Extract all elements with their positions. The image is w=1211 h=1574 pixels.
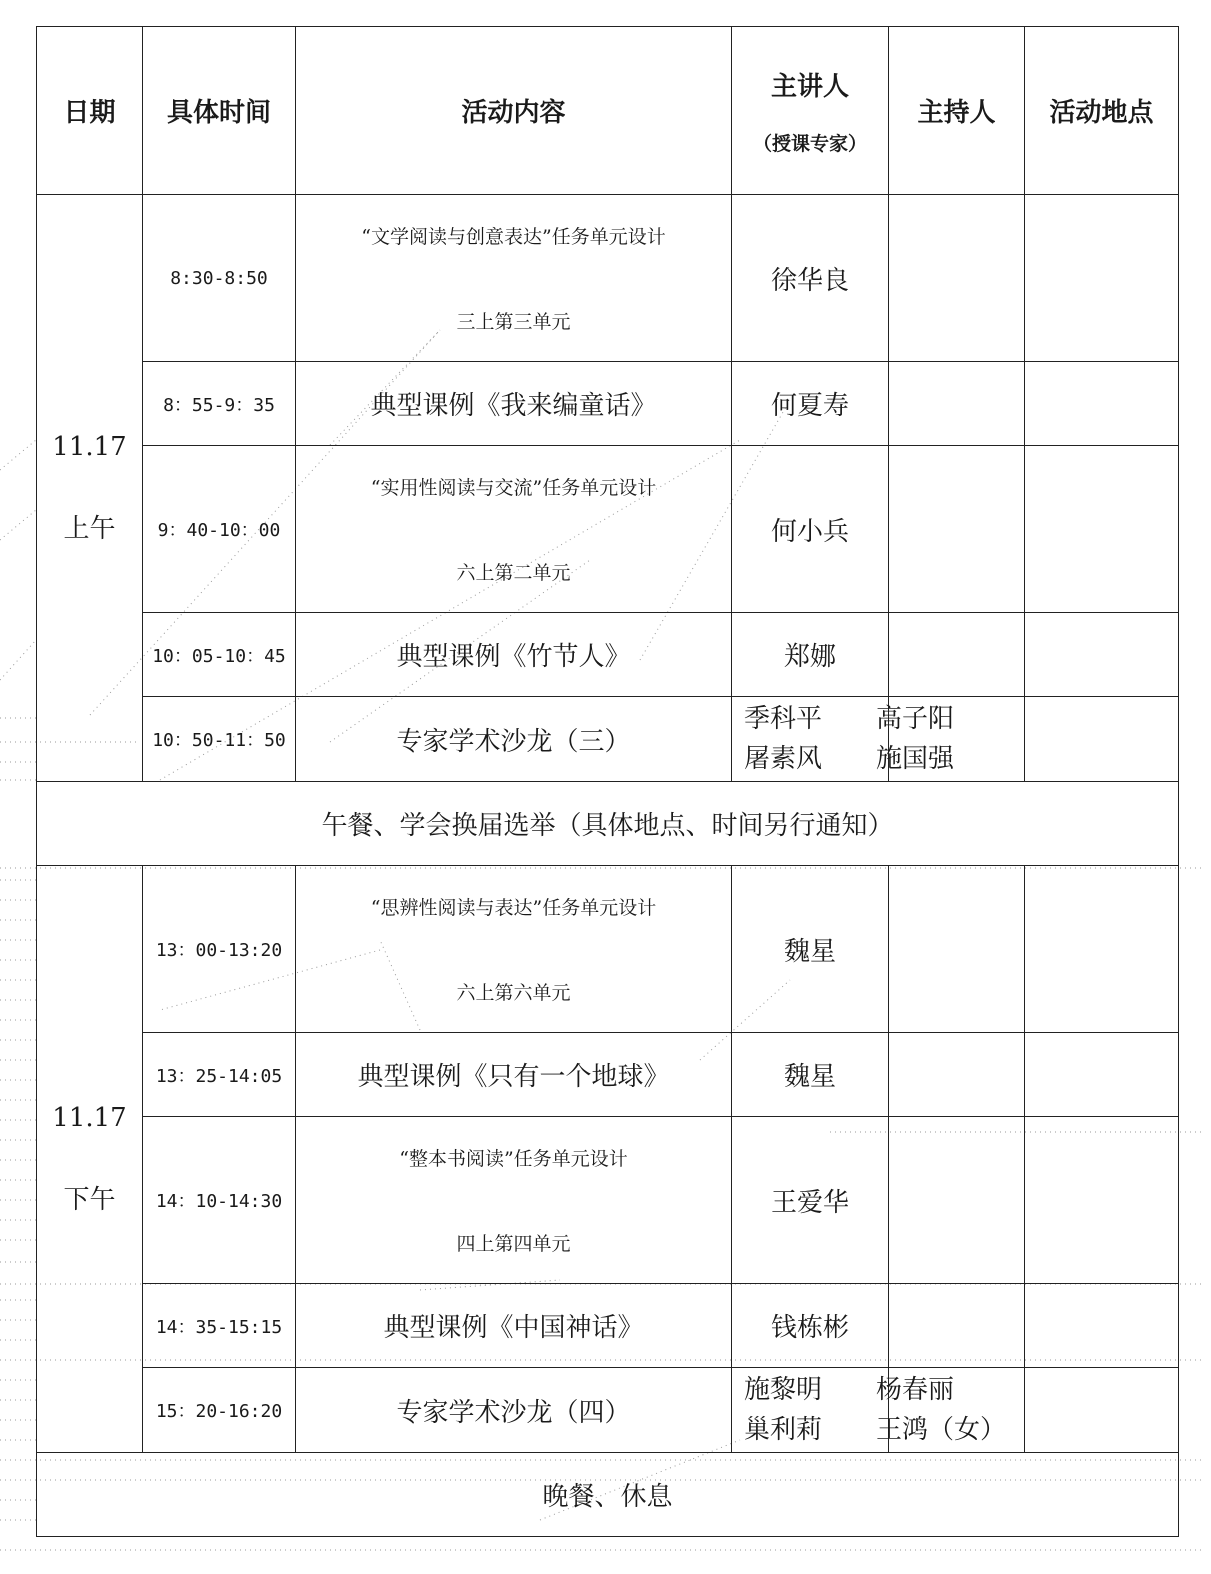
host-cell bbox=[889, 362, 1025, 446]
table-row bbox=[37, 1284, 1179, 1368]
time-cell: 10：50-11：50 bbox=[143, 697, 296, 782]
speaker-pair bbox=[744, 1370, 955, 1410]
content-cell: 专家学术沙龙（三） bbox=[296, 697, 732, 782]
content-title: “实用性阅读与交流”任务单元设计 bbox=[370, 477, 657, 499]
header-speaker-sub: （授课专家） bbox=[752, 132, 867, 155]
content-cell: 典型课例《中国神话》 bbox=[296, 1284, 732, 1368]
location-cell bbox=[1025, 613, 1179, 697]
time-cell: 14：10-14:30 bbox=[143, 1117, 296, 1284]
table-row bbox=[37, 866, 1179, 1033]
location-cell bbox=[1025, 866, 1179, 1033]
dinner-row bbox=[37, 1453, 1179, 1537]
period-label: 下午 bbox=[63, 1185, 116, 1215]
content-cell: 典型课例《我来编童话》 bbox=[296, 362, 732, 446]
table-row bbox=[37, 362, 1179, 446]
content-unit: 三上第三单元 bbox=[456, 311, 571, 333]
time-cell: 13：25-14:05 bbox=[143, 1033, 296, 1117]
date-label: 11.17 bbox=[52, 432, 127, 462]
table-row bbox=[37, 446, 1179, 613]
period-label: 上午 bbox=[63, 514, 116, 544]
content-unit: 六上第六单元 bbox=[456, 982, 571, 1004]
content-cell: 专家学术沙龙（四） bbox=[296, 1368, 732, 1453]
time-cell: 9：40-10：00 bbox=[143, 446, 296, 613]
header-row bbox=[37, 27, 1179, 195]
speaker-name: 施国强 bbox=[876, 744, 955, 774]
table-row bbox=[37, 1117, 1179, 1284]
date-cell-morning bbox=[37, 195, 143, 782]
header-speaker-label: 主讲人 bbox=[770, 71, 849, 102]
schedule-table bbox=[36, 26, 1179, 1537]
host-cell bbox=[889, 446, 1025, 613]
speaker-name: 杨春丽 bbox=[876, 1375, 955, 1405]
time-cell: 8：55-9：35 bbox=[143, 362, 296, 446]
content-title: “思辨性阅读与表达”任务单元设计 bbox=[370, 897, 657, 919]
content-title: “文学阅读与创意表达”任务单元设计 bbox=[361, 226, 666, 248]
speaker-cell: 魏星 bbox=[732, 1033, 889, 1117]
table-row bbox=[37, 613, 1179, 697]
speaker-name: 高子阳 bbox=[876, 704, 955, 734]
content-cell bbox=[296, 866, 732, 1033]
header-host: 主持人 bbox=[889, 27, 1025, 195]
speaker-cell: 钱栋彬 bbox=[732, 1284, 889, 1368]
content-cell: 典型课例《竹节人》 bbox=[296, 613, 732, 697]
header-location: 活动地点 bbox=[1025, 27, 1179, 195]
content-cell bbox=[296, 195, 732, 362]
speaker-cell: 徐华良 bbox=[732, 195, 889, 362]
host-cell bbox=[889, 866, 1025, 1033]
location-cell bbox=[1025, 697, 1179, 782]
location-cell bbox=[1025, 446, 1179, 613]
header-time: 具体时间 bbox=[143, 27, 296, 195]
location-cell bbox=[1025, 195, 1179, 362]
content-title: “整本书阅读”任务单元设计 bbox=[399, 1148, 628, 1170]
location-cell bbox=[1025, 1033, 1179, 1117]
header-content: 活动内容 bbox=[296, 27, 732, 195]
speaker-cell-salon bbox=[732, 1368, 1007, 1453]
content-cell: 典型课例《只有一个地球》 bbox=[296, 1033, 732, 1117]
dinner-cell: 晚餐、休息 bbox=[37, 1453, 1179, 1537]
content-unit: 四上第四单元 bbox=[456, 1233, 571, 1255]
location-cell bbox=[1025, 362, 1179, 446]
time-cell: 14：35-15:15 bbox=[143, 1284, 296, 1368]
speaker-cell: 王爱华 bbox=[732, 1117, 889, 1284]
table-row bbox=[37, 1033, 1179, 1117]
speaker-name: 屠素风 bbox=[744, 744, 823, 774]
speaker-cell: 何小兵 bbox=[732, 446, 889, 613]
speaker-cell: 魏星 bbox=[732, 866, 889, 1033]
speaker-pair bbox=[744, 739, 955, 779]
location-cell bbox=[1025, 1284, 1179, 1368]
table-row bbox=[37, 697, 1179, 782]
table-row bbox=[37, 195, 1179, 362]
location-cell bbox=[1025, 1117, 1179, 1284]
speaker-cell-salon bbox=[732, 697, 955, 782]
date-cell-afternoon bbox=[37, 866, 143, 1453]
speaker-name: 巢利莉 bbox=[744, 1415, 823, 1445]
content-cell bbox=[296, 1117, 732, 1284]
header-speaker bbox=[732, 27, 889, 195]
speaker-name: 季科平 bbox=[744, 704, 823, 734]
content-unit: 六上第二单元 bbox=[456, 562, 571, 584]
content-cell bbox=[296, 446, 732, 613]
table-row bbox=[37, 1368, 1179, 1453]
host-cell bbox=[889, 613, 1025, 697]
header-date: 日期 bbox=[37, 27, 143, 195]
speaker-pair bbox=[744, 699, 955, 739]
time-cell: 13：00-13:20 bbox=[143, 866, 296, 1033]
speaker-cell: 何夏寿 bbox=[732, 362, 889, 446]
host-cell bbox=[889, 1117, 1025, 1284]
speaker-pair bbox=[744, 1410, 1007, 1450]
date-label: 11.17 bbox=[52, 1103, 127, 1133]
lunch-row bbox=[37, 782, 1179, 866]
time-cell: 15：20-16:20 bbox=[143, 1368, 296, 1453]
host-cell bbox=[889, 1284, 1025, 1368]
lunch-cell: 午餐、学会换届选举（具体地点、时间另行通知） bbox=[37, 782, 1179, 866]
host-cell bbox=[889, 1033, 1025, 1117]
time-cell: 10：05-10：45 bbox=[143, 613, 296, 697]
speaker-name: 王鸿（女） bbox=[876, 1415, 1007, 1445]
host-cell bbox=[889, 195, 1025, 362]
speaker-cell: 郑娜 bbox=[732, 613, 889, 697]
speaker-name: 施黎明 bbox=[744, 1375, 823, 1405]
location-cell bbox=[1025, 1368, 1179, 1453]
time-cell: 8:30-8:50 bbox=[143, 195, 296, 362]
